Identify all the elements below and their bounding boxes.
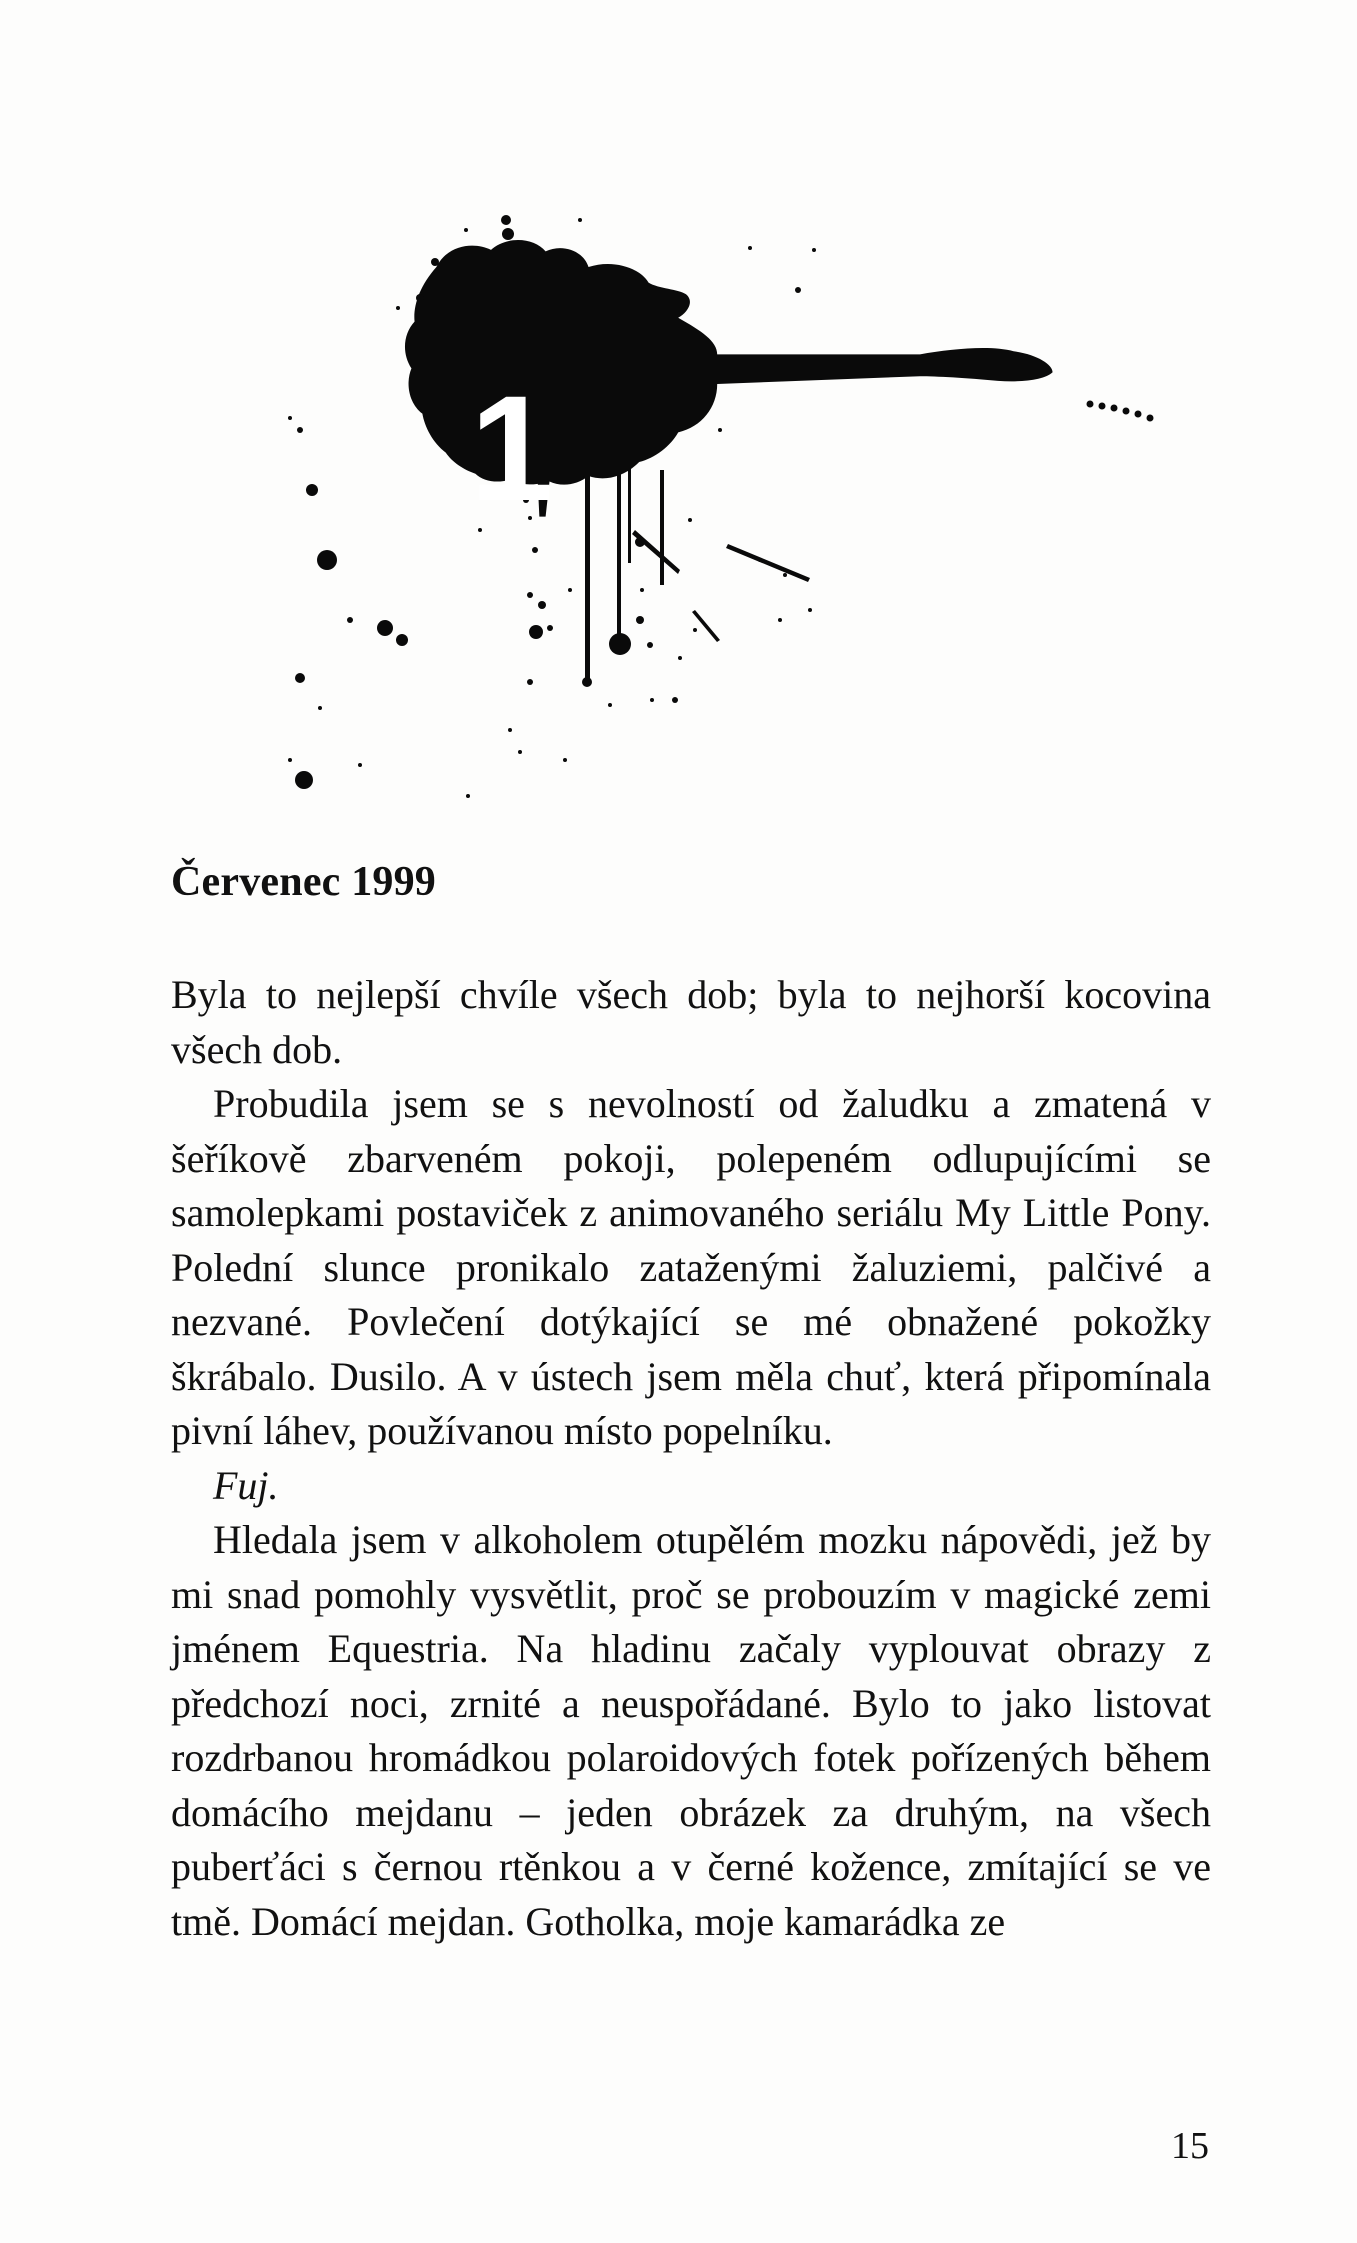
page-number: 15 bbox=[1171, 2125, 1209, 2167]
chapter-number: 1 bbox=[470, 364, 554, 532]
paragraph-2: Probudila jsem se s nevolností od žaludku a zmatená v šeříkově zbarveném pokoji, polepeném odlupujícími se samolepkami postaviček z animovaného seriálu My Little Pony. Polední slunce pronikalo zataženými žaluziemi, palčivé a nezvané. Povlečení dotýkající se mé obnažené pokožky škrábalo. Dusilo. A v ústech jsem měla chuť, která připomínala pivní láhev, používanou místo popelníku. bbox=[171, 1081, 1211, 1453]
chapter-body bbox=[171, 968, 1211, 1949]
paragraph-4: Hledala jsem v alkoholem otupělém mozku nápovědi, jež by mi snad pomohly vysvětlit, proč se probouzím v magické zemi jménem Equestria. Na hladinu začaly vyplouvat obrazy z předchozí noci, zrnité a neuspořádané. Bylo to jako listovat rozdrbanou hromádkou polaroidových fotek pořízených během domácího mejdanu – jeden obrázek za druhým, na všech puberťáci s černou rtěnkou a v černé kožence, zmítající se ve tmě. Domácí mejdan. Gotholka, moje kamarádka ze bbox=[171, 1517, 1211, 1944]
paragraph-3 bbox=[171, 1459, 1211, 1514]
paragraph-1: Byla to nejlepší chvíle všech dob; byla to nejhorší kocovina všech dob. bbox=[171, 972, 1211, 1072]
guitar-ink-splatter-icon bbox=[280, 200, 1200, 880]
chapter-heading: Červenec 1999 bbox=[171, 859, 436, 905]
paragraph-3-italic: Fuj. bbox=[213, 1462, 279, 1508]
